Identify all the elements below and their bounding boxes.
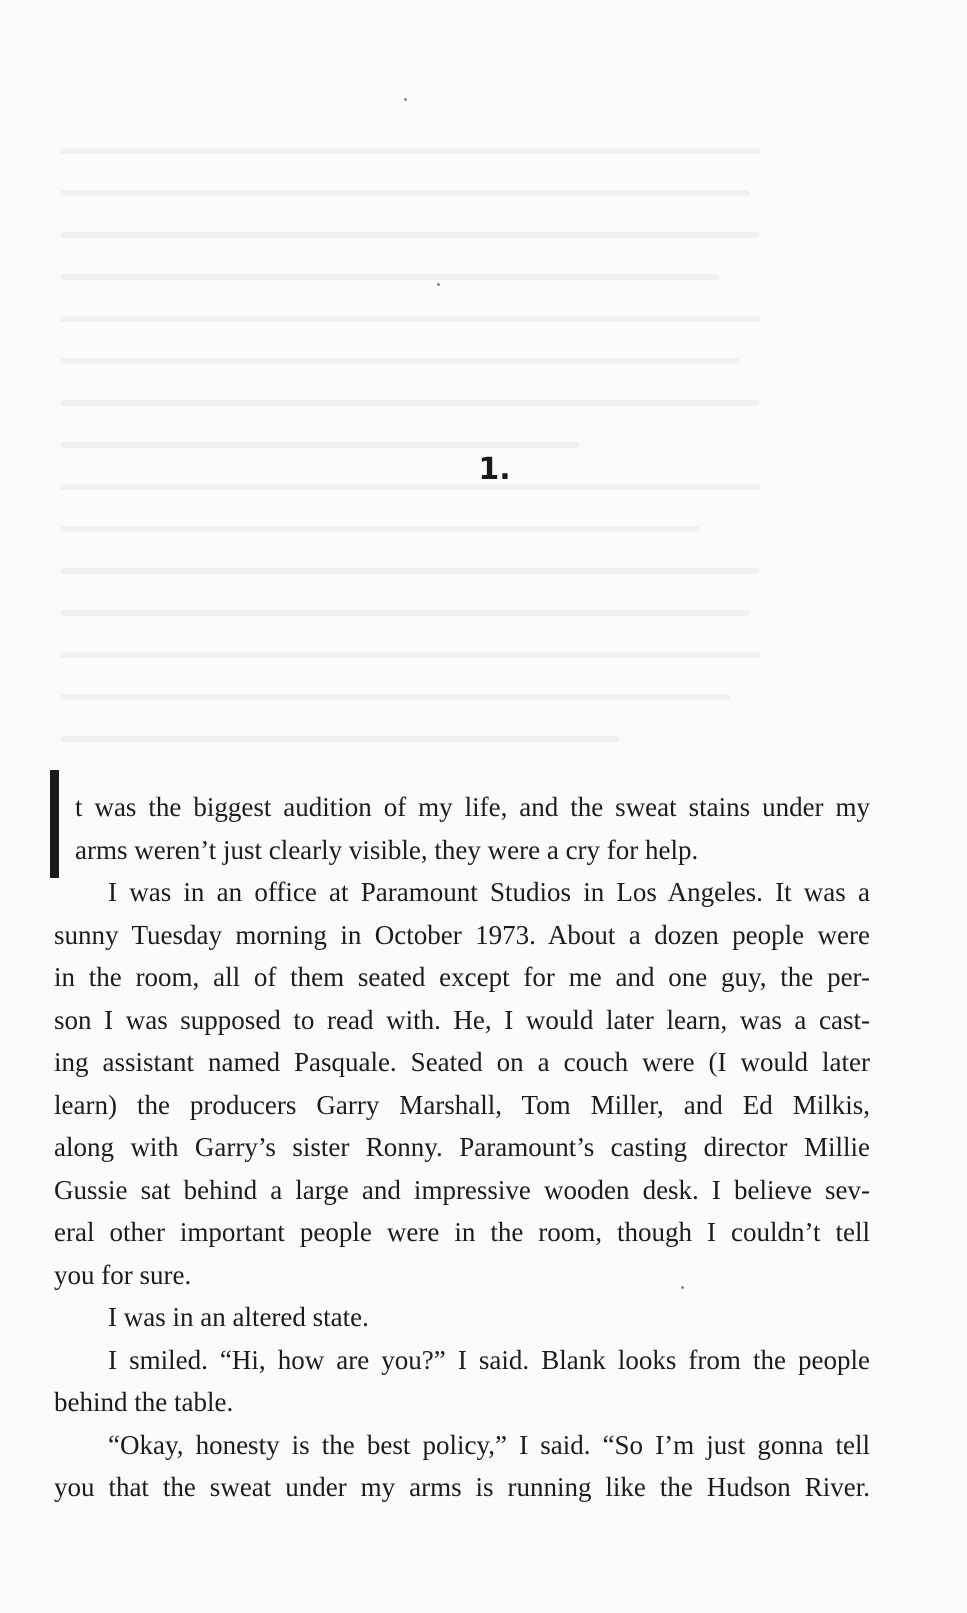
print-speck <box>437 283 440 286</box>
show-through-line <box>60 148 760 154</box>
text-line: son I was supposed to read with. He, I would later learn, was a cast- <box>54 1004 870 1035</box>
show-through-line <box>60 316 760 322</box>
text-line: along with Garry’s sister Ronny. Paramount’s casting director Millie <box>54 1132 870 1162</box>
show-through-line <box>60 610 750 616</box>
show-through-line <box>60 274 720 280</box>
show-through-line <box>60 232 760 238</box>
text-line: behind the table. <box>54 1387 234 1417</box>
show-through-line <box>60 652 760 658</box>
print-speck <box>404 98 407 101</box>
text-line: learn) the producers Garry Marshall, Tom Miller, and Ed Milkis, <box>54 1089 870 1120</box>
text-line: t was the biggest audition of my life, and the sweat stains under my <box>75 792 870 822</box>
text-line: in the room, all of them seated except for me and one guy, the per- <box>54 962 870 992</box>
show-through-line <box>60 442 580 448</box>
show-through-line <box>60 190 750 196</box>
text-line: I was in an altered state. <box>108 1302 369 1332</box>
text-line: arms weren’t just clearly visible, they were a cry for help. <box>75 834 699 865</box>
show-through-line <box>60 736 620 742</box>
show-through-line <box>60 400 760 406</box>
show-through-line <box>60 526 700 532</box>
text-line: you that the sweat under my arms is running like the Hudson River. <box>54 1472 870 1502</box>
show-through-line <box>60 358 740 364</box>
text-line: sunny Tuesday morning in October 1973. About a dozen people were <box>54 919 870 950</box>
text-line: ing assistant named Pasquale. Seated on a couch were (I would later <box>54 1047 870 1077</box>
text-line: “Okay, honesty is the best policy,” I said. “So I’m just gonna tell <box>108 1429 870 1460</box>
text-line: eral other important people were in the room, though I couldn’t tell <box>54 1217 870 1247</box>
chapter-body-text <box>54 786 870 1509</box>
text-line: Gussie sat behind a large and impressive wooden desk. I believe sev- <box>54 1174 870 1205</box>
chapter-number: 1. <box>478 452 511 488</box>
show-through-line <box>60 694 730 700</box>
show-through-line <box>60 568 760 574</box>
text-line: I was in an office at Paramount Studios in Los Angeles. It was a <box>108 877 870 907</box>
text-line: you for sure. <box>54 1259 192 1290</box>
text-line: I smiled. “Hi, how are you?” I said. Blank looks from the people <box>108 1344 870 1375</box>
